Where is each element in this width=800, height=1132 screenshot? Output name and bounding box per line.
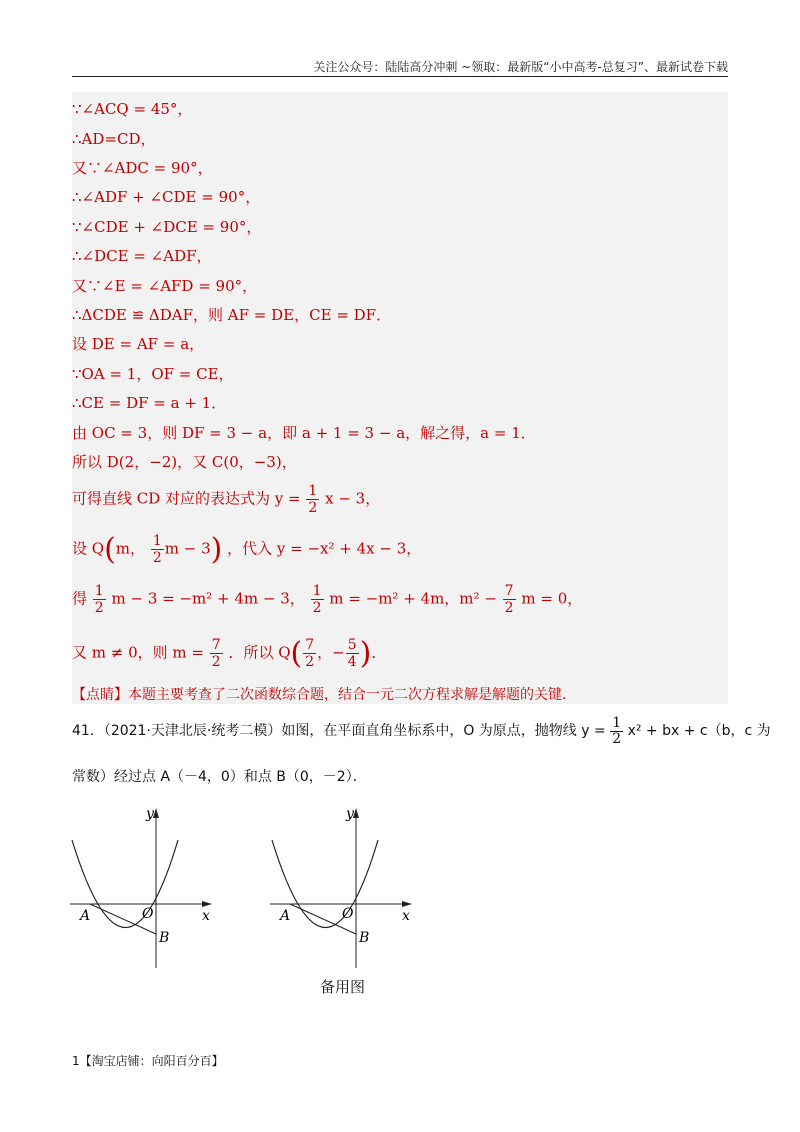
header-rule — [72, 76, 728, 77]
numerator: 1 — [612, 715, 622, 731]
paren-close: ) — [210, 532, 223, 567]
numerator: 5 — [347, 637, 357, 653]
solution-line-5: ∵∠CDE + ∠DCE = 90°， — [72, 218, 262, 236]
x-label: x — [402, 908, 410, 924]
page-header: 关注公众号：陆陆高分冲刺 ~领取：最新版“小中高考-总复习”、最新试卷下载 — [313, 60, 728, 74]
fraction — [93, 584, 106, 615]
paren-open: ( — [290, 636, 303, 671]
line-16-text: 得 — [72, 589, 88, 608]
problem-line-1 — [72, 716, 771, 746]
problem-line-2: 常数）经过点 A（－4，0）和点 B（0，－2）． — [72, 769, 367, 785]
denominator: 2 — [612, 731, 622, 747]
solution-line-1: ∵∠ACQ = 45°， — [72, 100, 193, 118]
comment-line: 【点睛】本题主要考查了二次函数综合题，结合一元二次方程求解是解题的关键． — [72, 687, 576, 703]
line-15-inner-b: m − 3 — [164, 539, 211, 558]
solution-line-3: 又∵∠ADC = 90°， — [72, 159, 213, 177]
denominator: 2 — [312, 600, 322, 616]
fraction — [303, 638, 316, 669]
line-17-tail: ． — [371, 643, 387, 662]
figure-caption: 备用图 — [320, 978, 366, 996]
a-label: A — [80, 908, 91, 924]
x-arrow-icon — [402, 901, 412, 907]
numerator: 1 — [94, 583, 104, 599]
fraction — [210, 638, 223, 669]
line-16-tail: m = 0， — [521, 589, 583, 608]
paren-close: ) — [359, 636, 372, 671]
denominator: 2 — [305, 654, 315, 670]
numerator: 1 — [308, 483, 318, 499]
numerator: 1 — [312, 583, 322, 599]
solution-line-2: ∴AD=CD， — [72, 130, 156, 148]
paren-open: ( — [104, 532, 116, 567]
page-footer: 1【淘宝店铺：向阳百分百】 — [72, 1054, 224, 1068]
denominator: 4 — [347, 654, 357, 670]
denominator: 2 — [94, 600, 104, 616]
line-14-tail: x − 3， — [325, 489, 381, 508]
y-label: y — [146, 806, 154, 822]
solution-line-10: ∵OA = 1，OF = CE， — [72, 365, 234, 383]
b-label: B — [159, 930, 170, 946]
solution-line-8: ∴ΔCDE ≌ ΔDAF，则 AF = DE，CE = DF． — [72, 306, 392, 324]
solution-line-15 — [72, 532, 421, 567]
o-label: O — [142, 906, 154, 922]
denominator: 2 — [308, 500, 318, 516]
denominator: 2 — [504, 600, 514, 616]
fraction — [151, 534, 164, 565]
solution-line-11: ∴CE = DF = a + 1． — [72, 394, 227, 412]
figure-backup — [266, 800, 426, 970]
line-15-tail: ，代入 y = −x² + 4x − 3， — [227, 539, 422, 558]
fraction — [610, 716, 623, 746]
problem-line-1-text: 41．（2021·天津北辰·统考二模）如图，在平面直角坐标系中，O 为原点，抛物线 y = — [72, 723, 606, 739]
line-16-mid-1: m − 3 = −m² + 4m − 3， — [111, 589, 305, 608]
solution-line-9: 设 DE = AF = a， — [72, 335, 205, 353]
b-label: B — [359, 930, 370, 946]
solution-line-6: ∴∠DCE = ∠ADF， — [72, 247, 212, 265]
x-label: x — [202, 908, 210, 924]
x-arrow-icon — [202, 901, 212, 907]
fraction — [306, 484, 319, 515]
solution-line-4: ∴∠ADF + ∠CDE = 90°， — [72, 188, 261, 206]
line-15-text: 设 Q — [72, 539, 105, 558]
denominator: 2 — [152, 550, 162, 566]
y-label: y — [346, 806, 354, 822]
solution-line-13: 所以 D(2，−2)，又 C(0，−3)， — [72, 453, 297, 471]
line-17-comma: ，− — [317, 643, 345, 662]
fraction — [311, 584, 324, 615]
figure-main — [66, 800, 226, 970]
fraction — [346, 638, 359, 669]
denominator: 2 — [211, 654, 221, 670]
line-16-mid-2: m = −m² + 4m，m² − — [329, 589, 497, 608]
line-14-text: 可得直线 CD 对应的表达式为 y = — [72, 489, 301, 508]
line-17-text: 又 m ≠ 0，则 m = — [72, 643, 204, 662]
solution-line-16 — [72, 584, 582, 615]
solution-line-12: 由 OC = 3，则 DF = 3 − a，即 a + 1 = 3 − a，解之得，a = 1． — [72, 424, 536, 442]
numerator: 7 — [504, 583, 514, 599]
o-label: O — [342, 906, 354, 922]
fraction — [503, 584, 516, 615]
problem-line-1-tail: x² + bx + c（b，c 为 — [627, 723, 771, 739]
line-17-mid: ．所以 Q — [228, 643, 291, 662]
solution-line-17 — [72, 636, 386, 671]
numerator: 7 — [305, 637, 315, 653]
line-15-inner-a: m， — [115, 539, 146, 558]
solution-box — [72, 92, 728, 704]
numerator: 7 — [211, 637, 221, 653]
solution-line-7: 又∵∠E = ∠AFD = 90°， — [72, 277, 258, 295]
a-label: A — [280, 908, 291, 924]
solution-line-14 — [72, 484, 380, 515]
numerator: 1 — [152, 533, 162, 549]
